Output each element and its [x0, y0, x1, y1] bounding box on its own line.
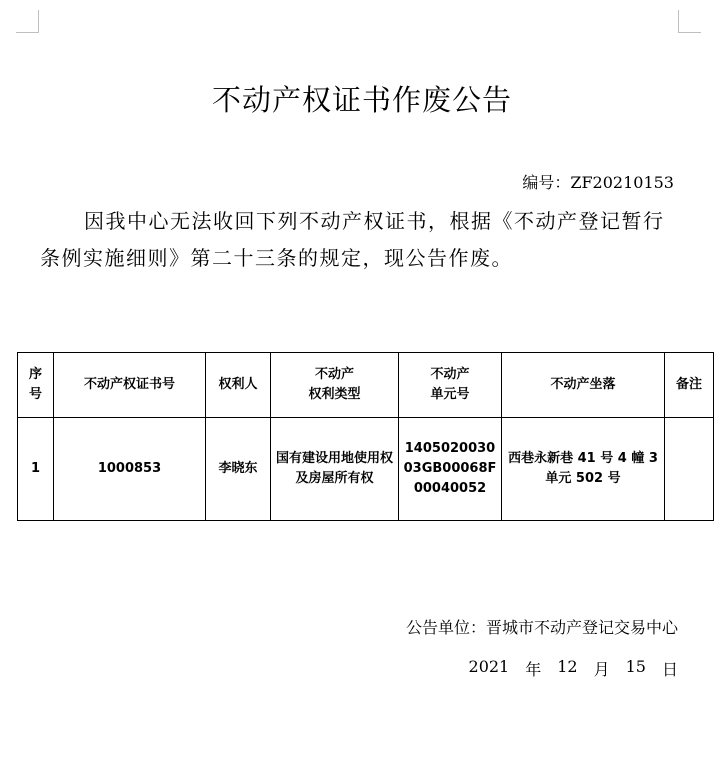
table-header-row: [18, 353, 714, 418]
cell-holder: 李晓东: [206, 418, 271, 521]
header-location: 不动产坐落: [502, 353, 665, 418]
header-seq-line-1: 序: [28, 367, 42, 382]
serial-number: 编号：ZF20210153: [522, 173, 674, 192]
cell-location: 西巷永新巷 41 号 4 幢 3 单元 502 号: [502, 418, 665, 521]
certificate-table: [17, 352, 714, 521]
document-title: 不动产权证书作废公告: [211, 83, 512, 117]
cell-unit-no: 140502003003GB00068F00040052: [399, 418, 502, 521]
issue-date: [469, 657, 678, 680]
date-month-label: 月: [593, 660, 610, 679]
header-remark: 备注: [665, 353, 714, 418]
header-right-type-line-2: 权利类型: [308, 387, 361, 402]
date-day-label: 日: [661, 660, 678, 679]
date-year: 2021: [468, 657, 510, 676]
date-year-label: 年: [525, 660, 542, 679]
cell-seq: 1: [18, 418, 54, 521]
cell-right-type: 国有建设用地使用权及房屋所有权: [271, 418, 399, 521]
cell-cert-no: 1000853: [54, 418, 206, 521]
page-corner-mark-top-left: [16, 10, 39, 33]
header-right-type: [271, 353, 399, 418]
header-unit-no: [399, 353, 502, 418]
header-cert-no: 不动产权证书号: [54, 353, 206, 418]
table-row: [18, 418, 714, 521]
date-day: 15: [625, 657, 646, 676]
header-seq: [18, 353, 54, 418]
header-right-type-line-1: 不动产: [314, 367, 354, 382]
header-unit-no-line-2: 单元号: [430, 387, 470, 402]
cell-remark: [665, 418, 714, 521]
header-holder: 权利人: [206, 353, 271, 418]
page-corner-mark-top-right: [678, 10, 701, 33]
header-seq-line-2: 号: [28, 387, 42, 402]
notice-body: 因我中心无法收回下列不动产权证书，根据《不动产登记暂行条例实施细则》第二十三条的规定，现公告作废。: [40, 209, 665, 270]
header-unit-no-line-1: 不动产: [430, 367, 470, 382]
date-month: 12: [557, 657, 578, 676]
issuing-unit: 公告单位：晋城市不动产登记交易中心: [405, 618, 678, 637]
